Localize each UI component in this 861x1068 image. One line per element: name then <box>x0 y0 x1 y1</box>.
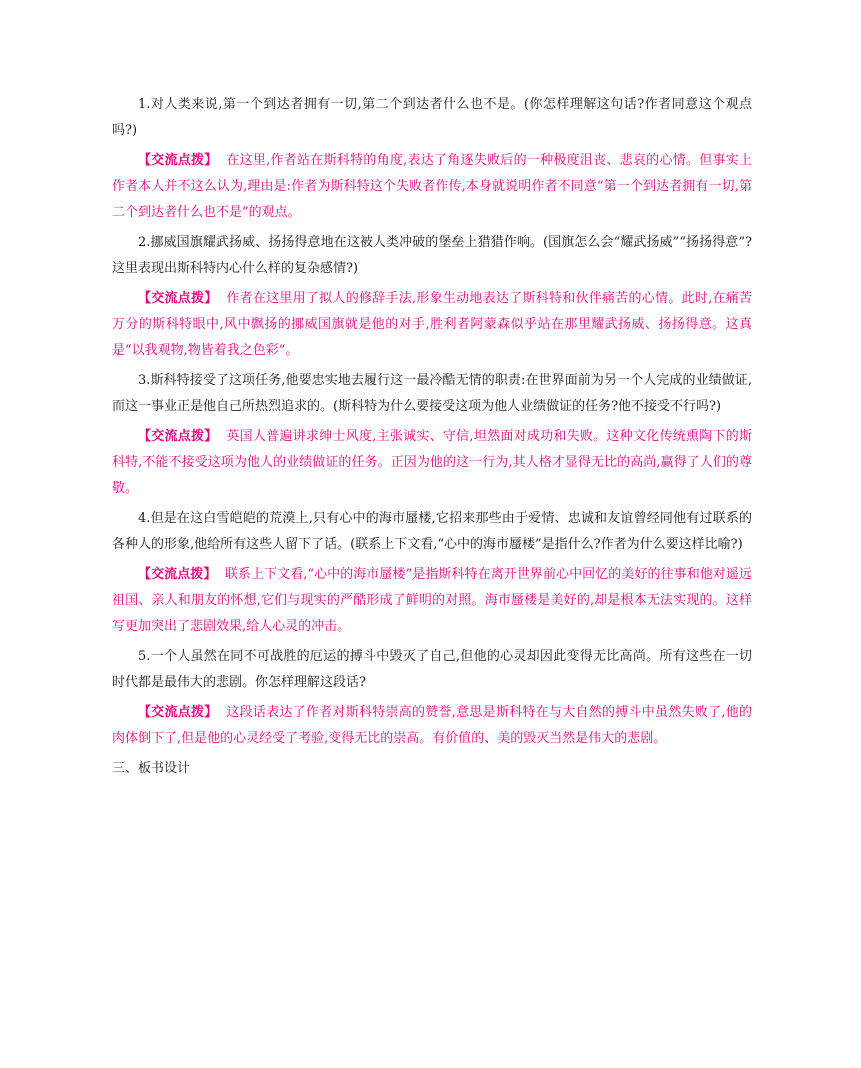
question-5: 5.一个人虽然在同不可战胜的厄运的搏斗中毁灭了自己,但他的心灵却因此变得无比高尚。所有这些在一切时代都是最伟大的悲剧。你怎样理解这段话? <box>112 649 752 690</box>
hint-2 <box>112 286 752 364</box>
question-2: 2.挪威国旗耀武扬威、扬扬得意地在这被人类冲破的堡垒上猎猎作响。(国旗怎么会“耀武扬威”“扬扬得意”?这里表现出斯科特内心什么样的复杂感情?) <box>112 235 752 276</box>
question-3: 3.斯科特接受了这项任务,他要忠实地去履行这一最冷酷无情的职责:在世界面前为另一个人完成的业绩做证,而这一事业正是他自己所热烈追求的。(斯科特为什么要接受这项为他人业绩做证的任务?他不接受不行吗?) <box>112 373 752 414</box>
hint-text: 联系上下文看,“心中的海市蜃楼”是指斯科特在离开世界前心中回忆的美好的往事和他对遥远祖国、亲人和朋友的怀想,它们与现实的严酷形成了鲜明的对照。海市蜃楼是美好的,却是根本无法实现的。这样写更加突出了悲剧效果,给人心灵的冲击。 <box>112 567 752 634</box>
question-4: 4.但是在这白雪皑皑的荒漠上,只有心中的海市蜃楼,它招来那些由于爱情、忠诚和友谊曾经同他有过联系的各种人的形象,他给所有这些人留下了话。(联系上下文看,“心中的海市蜃楼”是指什么?作者为什么要这样比喻?) <box>112 511 752 552</box>
document-page <box>112 92 752 782</box>
hint-tag: 【交流点拨】 <box>138 291 218 306</box>
hint-5 <box>112 700 752 752</box>
section-heading: 三、板书设计 <box>112 761 191 776</box>
question-1: 1.对人类来说,第一个到达者拥有一切,第二个到达者什么也不是。(你怎样理解这句话?作者同意这个观点吗?) <box>112 97 752 138</box>
hint-tag: 【交流点拨】 <box>138 153 218 168</box>
hint-tag: 【交流点拨】 <box>138 567 217 582</box>
hint-text: 英国人普遍讲求绅士风度,主张诚实、守信,坦然面对成功和失败。这种文化传统熏陶下的斯科特,不能不接受这项为他人的业绩做证的任务。正因为他的这一行为,其人格才显得无比的高尚,赢得了人们的尊敬。 <box>112 429 753 496</box>
hint-text: 这段话表达了作者对斯科特崇高的赞誉,意思是斯科特在与大自然的搏斗中虽然失败了,他的肉体倒下了,但是他的心灵经受了考验,变得无比的崇高。有价值的、美的毁灭当然是伟大的悲剧。 <box>112 705 753 746</box>
hint-text: 在这里,作者站在斯科特的角度,表达了角逐失败后的一种极度沮丧、悲哀的心情。但事实上作者本人并不这么认为,理由是:作者为斯科特这个失败者作传,本身就说明作者不同意“第一个到达者拥有一切,第二个到达者什么也不是”的观点。 <box>112 153 753 220</box>
hint-tag: 【交流点拨】 <box>138 429 218 444</box>
hint-tag: 【交流点拨】 <box>138 705 218 720</box>
hint-text: 作者在这里用了拟人的修辞手法,形象生动地表达了斯科特和伙伴痛苦的心情。此时,在痛苦万分的斯科特眼中,风中飘扬的挪威国旗就是他的对手,胜利者阿蒙森似乎站在那里耀武扬威、扬扬得意。这真是“以我观物,物皆着我之色彩”。 <box>112 291 753 358</box>
hint-3 <box>112 424 752 502</box>
hint-1 <box>112 148 752 226</box>
hint-4 <box>112 562 752 640</box>
